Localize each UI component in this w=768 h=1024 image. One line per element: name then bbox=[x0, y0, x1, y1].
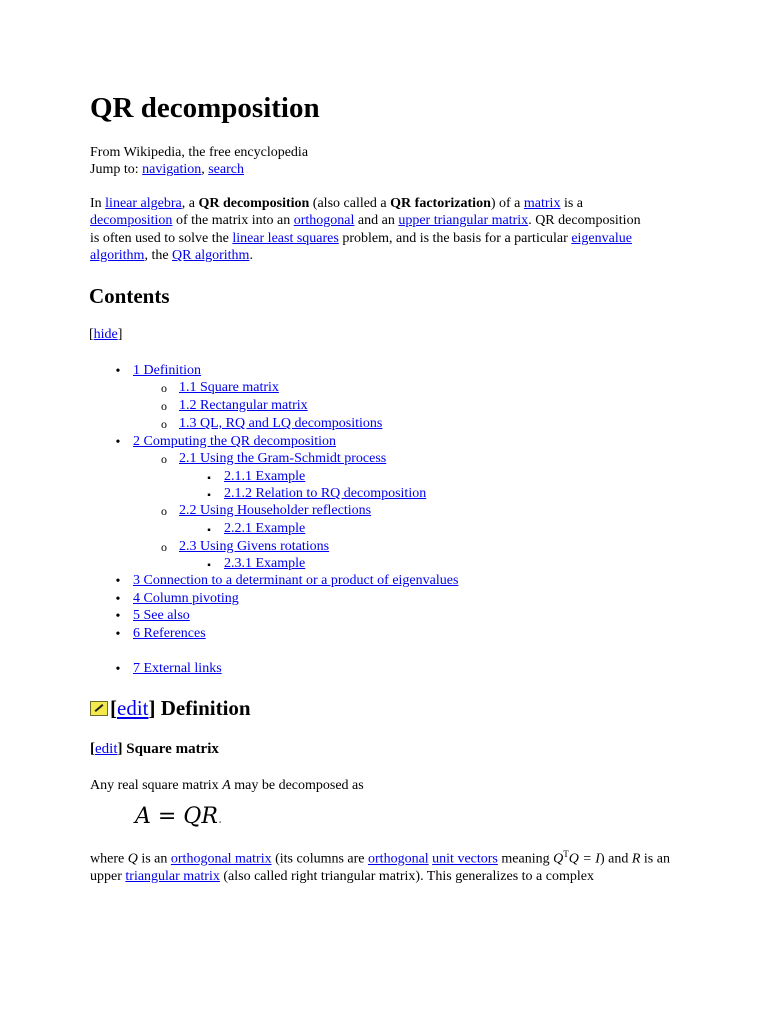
text: where bbox=[90, 851, 128, 867]
from-line: From Wikipedia, the free encyclopedia bbox=[90, 145, 309, 160]
toc-item bbox=[224, 485, 426, 502]
text: is a bbox=[560, 196, 584, 211]
bracket: ] bbox=[117, 327, 123, 342]
paragraph-square-matrix bbox=[90, 777, 364, 794]
bullet-marker bbox=[157, 415, 171, 433]
jump-separator: , bbox=[201, 162, 205, 177]
link-orthogonal[interactable]: orthogonal bbox=[293, 213, 355, 229]
link-unit-vectors[interactable]: unit vectors bbox=[432, 851, 498, 867]
bullet-marker bbox=[157, 502, 171, 520]
bracket: [ bbox=[110, 696, 117, 720]
pencil-edit-icon[interactable] bbox=[90, 701, 108, 716]
term-qr-factorization: QR factorization bbox=[390, 196, 491, 211]
toc-link-2-2-1[interactable]: 2.2.1 Example bbox=[224, 521, 306, 536]
toc-link-4[interactable]: 4 Column pivoting bbox=[133, 591, 239, 606]
intro-paragraph bbox=[90, 195, 650, 264]
link-orthogonal-2[interactable]: orthogonal bbox=[368, 851, 429, 867]
text: . bbox=[249, 247, 253, 263]
bullet-marker bbox=[111, 572, 125, 590]
toc-item bbox=[179, 379, 279, 396]
toc-link-1[interactable]: 1 Definition bbox=[133, 363, 202, 378]
toc-item bbox=[133, 572, 458, 589]
text: . QR decomposition is often used to solve the bbox=[90, 213, 641, 246]
link-decomposition[interactable]: decomposition bbox=[90, 213, 173, 229]
text: (also called right triangular matrix). This generalizes to a complex bbox=[219, 868, 594, 884]
bullet-marker bbox=[111, 660, 125, 678]
toc-link-5[interactable]: 5 See also bbox=[133, 608, 190, 623]
link-eigenvalue-algorithm[interactable]: eigenvalue algorithm bbox=[90, 230, 632, 263]
toc-link-1-2[interactable]: 1.2 Rectangular matrix bbox=[179, 398, 308, 413]
toc-item bbox=[179, 450, 386, 467]
link-triangular-matrix[interactable]: triangular matrix bbox=[125, 868, 220, 884]
text: of the matrix into an bbox=[172, 213, 294, 229]
text: In bbox=[90, 196, 106, 211]
toc-link-2-1-1[interactable]: 2.1.1 Example bbox=[224, 469, 306, 484]
toc-link-2-2[interactable]: 2.2 Using Householder reflections bbox=[179, 503, 372, 518]
bullet-marker bbox=[157, 397, 171, 415]
toc-link-2-3[interactable]: 2.3 Using Givens rotations bbox=[179, 539, 330, 554]
toc-link-3[interactable]: 3 Connection to a determinant or a product of eigenvalues bbox=[133, 573, 459, 588]
text: is an upper bbox=[90, 851, 670, 884]
toc-item bbox=[133, 607, 190, 624]
jump-navigation-link[interactable]: navigation bbox=[142, 162, 202, 177]
bracket: [ bbox=[89, 327, 94, 342]
link-upper-triangular-matrix[interactable]: upper triangular matrix bbox=[398, 213, 529, 229]
math-superscript: T bbox=[563, 849, 569, 859]
toc-toggle bbox=[89, 326, 122, 343]
term-qr-decomposition: QR decomposition bbox=[198, 196, 310, 211]
toc-link-2-1[interactable]: 2.1 Using the Gram-Schmidt process bbox=[179, 451, 387, 466]
toc-link-2-1-2[interactable]: 2.1.2 Relation to RQ decomposition bbox=[224, 486, 427, 501]
toc-item bbox=[133, 590, 239, 607]
toc-link-7[interactable]: 7 External links bbox=[133, 661, 222, 676]
contents-heading: Contents bbox=[89, 284, 170, 308]
text: Any real square matrix bbox=[90, 778, 223, 793]
bullet-marker bbox=[157, 379, 171, 397]
equation-text: A = QR bbox=[135, 804, 218, 829]
toc-item bbox=[224, 468, 305, 485]
toc-link-2-3-1[interactable]: 2.3.1 Example bbox=[224, 556, 306, 571]
text: (its columns are bbox=[271, 851, 369, 867]
square-matrix-heading bbox=[90, 740, 219, 758]
link-matrix[interactable]: matrix bbox=[523, 196, 561, 211]
definition-heading bbox=[90, 694, 251, 722]
bullet-marker bbox=[157, 538, 171, 556]
toc-link-1-1[interactable]: 1.1 Square matrix bbox=[179, 380, 279, 395]
math-var: Q bbox=[127, 851, 138, 867]
toc-item bbox=[179, 502, 371, 519]
text: ) of a bbox=[490, 196, 524, 211]
bracket: ] bbox=[148, 696, 156, 720]
jump-to bbox=[90, 161, 308, 178]
toc-item bbox=[133, 433, 336, 450]
toc-item bbox=[179, 415, 382, 432]
bullet-marker bbox=[202, 520, 216, 539]
toc-item bbox=[179, 538, 329, 555]
edit-definition-link[interactable]: edit bbox=[117, 696, 149, 720]
bullet-marker bbox=[111, 607, 125, 625]
hide-link[interactable]: hide bbox=[93, 327, 118, 342]
bullet-marker bbox=[111, 362, 125, 380]
jump-search-link[interactable]: search bbox=[208, 162, 244, 177]
text: , a bbox=[181, 196, 199, 211]
text: problem, and is the basis for a particular bbox=[338, 230, 572, 246]
toc-item bbox=[133, 362, 201, 379]
edit-square-matrix-link[interactable]: edit bbox=[95, 741, 118, 757]
link-linear-least-squares[interactable]: linear least squares bbox=[232, 230, 339, 246]
text: , the bbox=[144, 247, 173, 263]
math-var: Q bbox=[553, 851, 564, 867]
math-var: A bbox=[222, 778, 231, 793]
text: and an bbox=[354, 213, 399, 229]
text: (also called a bbox=[309, 196, 391, 211]
text: is an bbox=[137, 851, 171, 867]
link-orthogonal-matrix[interactable]: orthogonal matrix bbox=[170, 851, 272, 867]
section-title: Definition bbox=[155, 696, 251, 720]
text: may be decomposed as bbox=[230, 778, 364, 793]
page-title: QR decomposition bbox=[90, 92, 320, 124]
toc-link-2[interactable]: 2 Computing the QR decomposition bbox=[133, 434, 336, 449]
toc-item bbox=[179, 397, 308, 414]
equation-a-equals-qr bbox=[135, 804, 222, 829]
toc-link-6[interactable]: 6 References bbox=[133, 626, 206, 641]
toc-item bbox=[133, 625, 206, 642]
bullet-marker bbox=[111, 590, 125, 608]
link-qr-algorithm[interactable]: QR algorithm bbox=[172, 247, 250, 263]
bracket: ] bbox=[117, 741, 123, 757]
site-sub bbox=[90, 144, 308, 178]
toc-item bbox=[133, 660, 222, 677]
subsection-title: Square matrix bbox=[122, 741, 219, 757]
math-expr: Q = I bbox=[568, 851, 600, 867]
link-linear-algebra[interactable]: linear algebra bbox=[105, 196, 182, 211]
bullet-marker bbox=[157, 450, 171, 468]
paragraph-orthogonal bbox=[90, 846, 690, 885]
equation-dot: . bbox=[217, 811, 223, 827]
toc-link-1-3[interactable]: 1.3 QL, RQ and LQ decompositions bbox=[179, 416, 383, 431]
bullet-marker bbox=[111, 433, 125, 451]
bullet-marker bbox=[111, 625, 125, 643]
toc-item bbox=[224, 555, 305, 572]
toc-item bbox=[224, 520, 305, 537]
text: meaning bbox=[497, 851, 554, 867]
math-var: R bbox=[631, 851, 641, 867]
text: ) and bbox=[599, 851, 632, 867]
jump-to-label: Jump to: bbox=[90, 162, 139, 177]
bracket: [ bbox=[90, 741, 95, 757]
